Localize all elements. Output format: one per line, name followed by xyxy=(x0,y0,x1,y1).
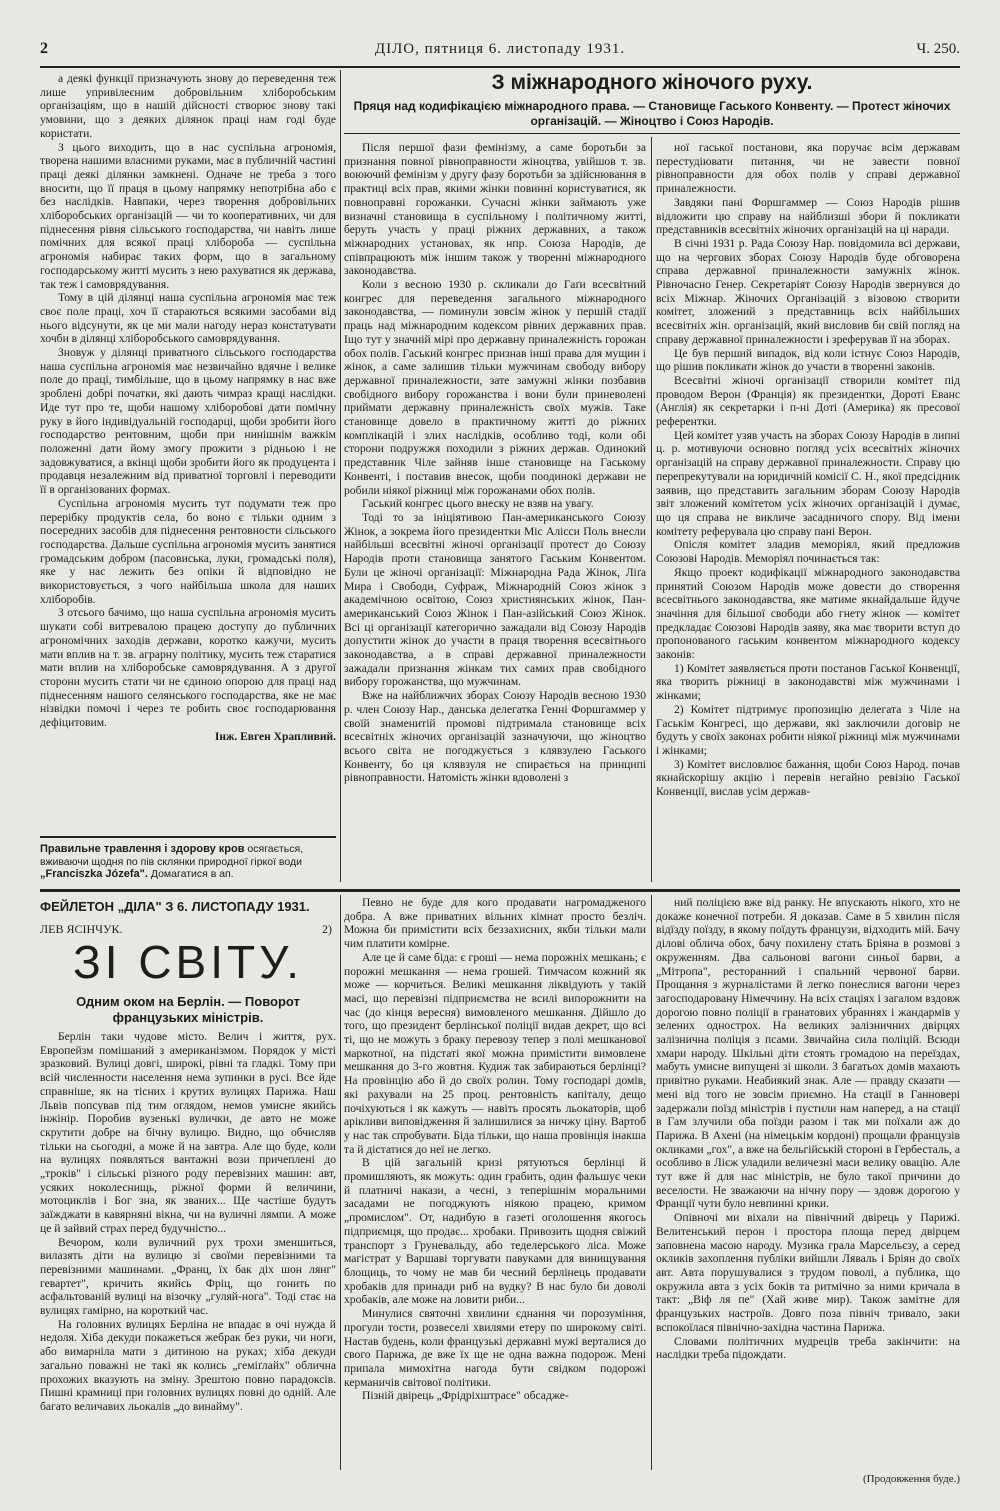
paragraph: Берлін таки чудове місто. Велич і життя, рух. Европейзм помішаний з американізмом. Порядок у місті зразковий. Вулиці довгі, широкі, рівні та гладкі. Тому при всій численности населення нема зупинки в русі. Все йде справніше, як на тісних і крутих вулицях Парижа. Наш Львів попсував під тим оглядом, немов умисне якийсь інжінір. Поробив вузенькі вулички, де авто не може скрутити добре на бічну вулицю. Видно, що обчисляв тільки на сьогодні, а може й на завтра. Але що буде, коли на вулицях появляться вантажні вози причеплені до „троків" і сільські різного роду перевізних машин: авт, усяких ноколеснищь, ріжної форми й величини, мотоциклів і Бог зна, як званих... Ще частіше будуть заїжджати в кавярняні вікна, чи на вуличні лямпи. А може це й зайвий страх перед будучністю... xyxy=(40,1030,336,1235)
paragraph: Вже на найближчих зборах Союзу Народів весною 1930 р. член Союзу Нар., данська делегатка Генні Форшгаммер у своїй знаменитій промові підтримала становище всіх всесвітніх жіночих організацій зазначуючи, що жіноцтво всього світа не погоджується з клявзулею Гаського Конвенту, бо ця клявзуля не спирається на принципі рівноправности. Натомість жінки вдоволені з xyxy=(344,689,646,785)
title-rule xyxy=(344,133,960,134)
paragraph: а деякі функції призначують знову до переведення теж лише упривілеєним добровільним хліборобським організаціям, що в нашій дійсності створює знову такі умовини, що з деяких ділянок праці нам годі буде користати. xyxy=(40,72,336,140)
paragraph: Минулися святочні хвилини єднання чи порозуміння, прогули тости, розвеселі хвилями етеру по широкому світі. Настав будень, коли французькі державні мужі верталися до свого Парижа, де вже їх ще не одна важна подорож. Мені припала мимохітна нагода бути свідком подорожі керманичів світової політики. xyxy=(344,1307,646,1389)
mineral-water-ad xyxy=(40,843,336,881)
paragraph: В цій загальній кризі рятуються берлінці й промишляють, як можуть: один грабить, один фальшує чеки й платничі накази, а чесні, з теперішнім моральними засадами не погоджують ніякою працею, кримом „промислом". От, надибую в газеті оголошення якогось підприємця, що продає... хробаки. Привозить щодня свіжий транспорт з Груневальду, або теделерського ліса. Може магістрат у Варшаві торгувати павуками для винищування блощиць, то чому не мав би чесний берлінець продавати хробаків для принади риб на вудку? В нас було би доволі хробаків, але може на ловити риби... xyxy=(344,1156,646,1307)
column-rule xyxy=(340,895,341,1470)
to-be-continued: (Продовження буде.) xyxy=(862,1473,960,1485)
paragraph: На головних вулицях Берліна не впадає в очі нужда й недоля. Хіба декуди покажеться жебрак без руки, чи ноги, або вимарніла мати з дитиною на руках; хіба декуди загально поважні не такі як колись „геміґлайх" облична прохожих вказують на зміну. Зрештою повно парадоксів. Пишні крамниці при головних вулицях повні до одній. Але багато величавих льокалів „до винайму". xyxy=(40,1317,336,1413)
left-article-divider xyxy=(40,836,336,838)
signature: Інж. Евген Храпливий. xyxy=(214,730,336,743)
paragraph: Суспільна агрономія мусить тут подумати теж про перерібку продуктів села, бо воно є тільки одним з посередних засобів для піднесення рентовности сільського господарства. Дальше суспільна агрономія мусить занятися громадським добром (пасовиська, луки, громадські поля), яке у нас лежить без опіки й відповідно не використовується, з чого найбільша школа для наших хліборобів. xyxy=(40,496,336,606)
feuilleton-rule xyxy=(40,889,960,892)
paragraph: Тому в цій ділянці наша суспільна агрономія має теж своє поле праці, хоч її стараються всякими засобами від нього відсунути, як це ми мали нагоду нераз констатувати хочби в ділянці хліборобського самоврядування. xyxy=(40,291,336,346)
feuilleton-column-3 xyxy=(656,896,960,1470)
paragraph: Опісля комітет зладив меморіял, який предложив Союзові Народів. Меморіял починається так: xyxy=(656,538,960,566)
page-number: 2 xyxy=(40,40,48,57)
column-rule xyxy=(651,895,652,1470)
author-name: ЛЕВ ЯСІНЧУК. xyxy=(40,922,123,936)
feuilleton-title: ЗІ СВІТУ. xyxy=(72,936,304,988)
paragraph: Зновуж у ділянці приватного сільського господарства наша суспільна агрономія має незвичайно вдячне і велике поле до праці, тимбільше, що в цьому напрямку в нас вже зроблені добрі початки, які дають чимраз кращі наслідки. Иде тут про те, щоби нашому хліборобові дати помічну руку в його індивідуальній господарці, щоби зробити його господарство рентовним, щоби при нинішнім важкім положенні дати йому змогу прожити з рідньою і не задовжуватися, а вкінці щоби зробити його як продуцента і продавця незалежним від приватної торговлі і переводити її в організованих формах. xyxy=(40,346,336,497)
column-rule xyxy=(651,137,652,882)
paragraph: Тоді то за ініціятивою Пан-американського Союзу Жінок, а зокрема його президентки Міс Алісси Поль внесли найбільші всесвітні жіночі організації протест до Союзу Народів проти становища занятого Гаським Конвентом. Були це жіночі організації: Міжнародна Рада Жінок, Ліґа Мира і Свободи, Суфраж, Міжнародній Союз жінок з академічною освітою, Союз християнських жінок, Пан-американський Союз Жінок і Пан-азійський Союз Жінок. Всі ці організації категорично зажадали від Союзу Народів допустити жінок до участи в праця творення всесвітнього законодавства, а в справі державної приналежности зажадали признання жінкам тих самих прав свобідного вибору горожанства, що мужчинам. xyxy=(344,510,646,689)
paragraph: Коли з весною 1930 р. скликали до Гаґи всесвітний конгрес для переведення загального міжнародного законодавства, — поминули зовсім жінок у першій стадії праць над міжнародним кодексом рівних державних прав. Іщо тут у значній мірі про державну приналежність горожан обох полів. Гаський конгрес признав інші права для мущин і жінок, а саме залишив тільки мужчинам свободу вибору державної приналежности, зате замужні жінки позбавив свобідного вибору горожанства і вони були приневолені приймати державну приналежність своїх мужів. Таке становище довело в практичному житті до ріжних комплікацій і злих наслідків, особливо тоді, коли обі сторони подружжя походили з ріжних держав. Одинокий представник Чіле зайняв інше становище на Гаському Конвенті, і поставив внесок, щоби поодинокі держави не робили ніякої ріжниці між горожанами обох полів. xyxy=(344,278,646,497)
article-title: З міжнародного жіночого руху. xyxy=(491,71,813,94)
paragraph: 2) Комітет підтримує пропозицію делегата з Чіле на Гаськім Конгресі, що держави, які заключили договір не будуть у своїх законах робити ніякої ріжниці між мужчинами і жінками; xyxy=(656,702,960,757)
paragraph: З цього виходить, що в нас суспільна агрономія, творена нашими власними руками, має в публичній частині праці деякі ділянки замкнені. Одначе не треба з того вносити, що її праця в цьому напрямку непотрібна або є без наслідків. Навпаки, через творення добровільних хліборобських організацій — чи то кооперативних, чи для піднесення рівня сільського господарства, чи навіть лише помічних для всякої праці хлібороба — суспільна агрономія набирає таких форм, що в загальному господарському житті мусить з нею рахуватися як держава, так теж і самоврядування. xyxy=(40,140,336,291)
paragraph: 1) Комітет заявляється проти постанов Гаської Конвенції, яка творить ріжниці в законодавстві між мужчинами і жінками; xyxy=(656,661,960,703)
paragraph: Опівночі ми віхали на північний двірець у Парижі. Велитенський перон і простора площа перед двірцем заповнена масою народу. Музика грала Марсельєзу, а серед окликів захоплення публіки вийшли Ляваль і Бріян до своїх авт. Авта порушувалися з трудом поволі, а публика, що окружила авта з усіх боків та ритмічно за ними кричала в такт: „Віф ля пе" (Хай живе мир). Також замітне для французьких настроїв. Довго поза північ тривало, заки вспокоїлася північно-західна частина Парижа. xyxy=(656,1211,960,1334)
paragraph: Цей комітет узяв участь на зборах Союзу Народів в липні ц. р. мотивуючи основно погляд усіх всесвітніх жіночих організацій на справу державної приналежности. Справу цю перепрекутували на юридичній комісії С. Н., якої предсідник заявив, що представить загальним зборам Союзу Народів звіт зложений комітетом усіх жіночих організацій і думає, що ця справа не викличе засадничого спору. Від імени комітету реферувала цю справу пані Верон. xyxy=(656,428,960,538)
paragraph: Вечором, коли вуличний рух трохи зменшиться, вилазять діти на вулицю зі своїми перевізними та перевізними машинами. „Франц, їх бак діх шон лянг" гевартет", кричить якийсь Фріц, що гонить по асфальтованій вулиці на візочку „гуляй-нога". Тоді стає на вулицях гамірно, на короткий час. xyxy=(40,1235,336,1318)
ad-lead: Правильне травлення і здорову кров xyxy=(40,843,245,855)
article-column-1 xyxy=(344,141,646,881)
page-header xyxy=(40,40,960,68)
paragraph: З отсього бачимо, що наша суспільна агрономія мусить шукати собі витревалою працею доступу до публичних агрономічних заходів держави, коротко кажучи, мусить мати вплив на т. зв. аграрну політику, мусить теж старатися мати вплив на хліборобське самоврядування. А з другої сторони мусить стати чи не єдиною опорою для праці над піднесенням нашого селянського господарства, яке не має нізвідки помочі і через те робить своє господарювання дефіцитовим. xyxy=(40,606,336,730)
ad-brand: „Franciszka Józefa". xyxy=(40,868,148,880)
ad-tail: Домагатися в ап. xyxy=(150,868,234,880)
paragraph: Але це й саме біда: є гроші — нема порожніх мешкань; є порожні мешкання — нема грошей. Тимчасом кожний як може — корчиться. Великі мешкання ліквідують у такій масі, що перевізні підприємства не всилі випорожнити на час (до кінця вересня) вимовленого мешкання. Дійшло до того, що президент берлінської поліції видав декрет, що всі ті, що не можуть з браку перевозу тепер з полі мешканової маркотної, на підстаті якої можна примістити вимовлене мешкання до 3-го жовтня. Кудиж так забираються берлінці? На провінцію або й до своїх ролин. Тому господарі домів, які рахували на 25 проц. рентовність капіталу, дещо почіхуються і як кажуть — навіть просять льокаторів, щоб арікливи виповідження й залишилися за ничжу ціну. Вартоб у нас так спробувати. Біда тільки, що наша провінція інакша та й дістатися до неї не легко. xyxy=(344,950,646,1156)
article-column-2 xyxy=(656,141,960,881)
paragraph: Певно не буде для кого продавати нагромадженого добра. А вже приватних вільних кімнат просто безліч. Можна би примістити всіх беззахисних, якби тільки мали чим платити комірне. xyxy=(344,896,646,951)
paragraph: ний поліцією вже від ранку. Не впускають нікого, хто не докаже конечної потреби. Я доказав. Саме в 5 хвилин після відїзду поїзду, в якому поїдуть французи, відходить мій. Бачу ділові облича обох, бачу похилену стать Бріяна в розмові з окруженням. Два сальонові вагони синьої барви, а „Мітропа", ресторанний і спальний червоної барви. Прощання з журналістами й легко понеслися вагони через загосподаровану Німеччину. На всіх стаціях і загалом вздовж дорогою повно поліції в гранатових убраннях і жандармів у зелених однострох. На великих залізничних двірцях залізнична поліція з псами. Звичайна сила поліцій. Всюди хмари народу. Шкільні діти стоять громадою на переїздах, мабуть умисне випущені зі школи. З багатьох домів махають привітно руками. Неабиякий знак. Але — правду сказати — мені від того не зовсім приємно. На стації в Ганновері задержали поїзд міністрів і пустили нам наперед, а на стації в Гам злучили оба поїзди разом і так ми поїхали аж до Парижа. В Ахені (на німецькім кордоні) прощали французів окликами „гох", а вже на бельгійській стороні в Гербесталь, а особливо в Лієж уладили величезні маси велику овацію. Але тут вже й для нас міністрів, не було такої причини до веселости. Не зважаючи на нічну пору — здовж дорогою у Франції чути було невпинні крики. xyxy=(656,896,960,1211)
paragraph: В січні 1931 р. Рада Союзу Нар. повідомила всі держави, що на чергових зборах Союзу Народів буде обговорена справа державної приналежности замужніх жінок. Рівночасно Генер. Секретаріят Союзу Народів звернувся до всіх Міжнар. Жіночих Організацій з візовою створити комітет, зложений з представниць всіх найбільших всесвітніх жін. організацій, який висловив би свій погляд на справу державної приналежности і зреферував її на зборах. xyxy=(656,236,960,346)
feuilleton-heading: ФЕЙЛЕТОН „ДІЛА" З 6. ЛИСТОПАДУ 1931. xyxy=(40,899,310,914)
feuilleton-column-1 xyxy=(40,1030,336,1470)
left-article xyxy=(40,72,336,812)
part-number: 2) xyxy=(322,922,332,936)
feuilleton-column-2 xyxy=(344,896,646,1470)
paragraph: Якщо проект кодифікації міжнародного законодавства принятий Союзом Народів може довести до створення всесвітнього законодавства, яке матиме якнайдальше йдуче значіння для більшої свободи або гнету жінок — комітет предкладає Союзові Народів заяву, яка має творити вступ до пропонованого гаським конвентом міжнародного кодексу законів: xyxy=(656,565,960,662)
paragraph: Всесвітні жіночі організації створили комітет під проводом Верон (Франція) як президентки, Дороті Еванс (Англія) як секретарки і п-ні Доті (Америка) як пресової референтки. xyxy=(656,373,960,429)
ad-text: осягається, вживаючи щодня по пів склянки природної гіркої води xyxy=(40,843,304,868)
masthead: ДІЛО, пятниця 6. листопаду 1931. xyxy=(374,41,626,57)
paragraph: ної гаської постанови, яка поручає всім державам перестудіювати питання, чи не завести повної рівноправности для обох полів у справі державної приналежности. xyxy=(656,141,960,196)
paragraph: Гаський конгрес цього внеску не взяв на увагу. xyxy=(362,497,594,511)
paragraph: Це був перший випадок, від коли істнує Союз Народів, що рішив покликати жінок до участи в творенні законів. xyxy=(656,346,960,374)
paragraph: Завдяки пані Форшгаммер — Союз Народів рішив відложити цю справу на найблизші збори й покликати представників всесвітніх жіночих організацій на ці наради. xyxy=(656,195,960,237)
paragraph: Після першої фази фемінізму, а саме боротьби за признання повної рівноправности жіноцтва, увійшов т. зв. воюючий фемінізм у другу фазу боротьби за здійснювання в практиці всіх прав, якими жінки повинні користуватися, як повноправні горожанки. Сучасні жінки займають уже визначні становища в суспільному і політичному житті, беруть участь у праці ріжних державних, а також міжнародних установах, як нпр. Союза Народів, де співпрацюють між іншим також у творенні міжнародного законодавства. xyxy=(344,141,646,278)
paragraph: Пізній двірець „Фрідріхштрасе" обсадже- xyxy=(362,1389,569,1403)
issue-number: Ч. 250. xyxy=(916,41,960,57)
feuilleton-subtitle: Одним оком на Берлін. — Поворот французьких міністрів. xyxy=(76,994,300,1025)
paragraph: Словами політичних мудреців треба закінчити: на наслідки треба підождати. xyxy=(656,1334,960,1362)
article-subtitle: Пряця над кодифікацією міжнародного права. — Становище Гаського Конвенту. — Протест жіночих організацій. — Жіноцтво і Союз Народів. xyxy=(353,99,951,128)
paragraph: 3) Комітет висловлює бажання, щоби Союз Народ. почав якнайскорішу акцію і перевів негайно ревізію Гаської Конвенції, вислав усім держав- xyxy=(656,757,960,799)
column-rule xyxy=(340,70,341,882)
